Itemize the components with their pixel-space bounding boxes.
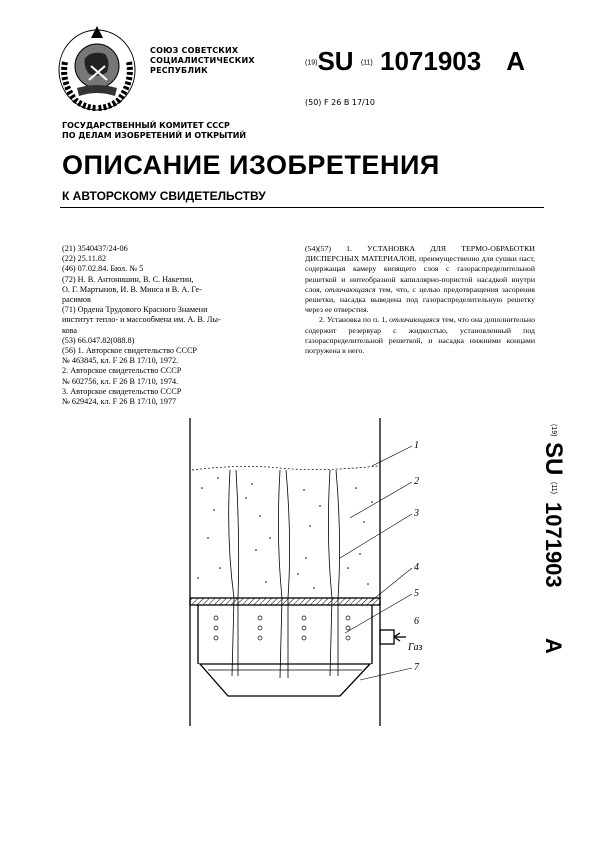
nozzle-bundle-1 <box>229 470 234 676</box>
document-subtitle: К АВТОРСКОМУ СВИДЕТЕЛЬСТВУ <box>62 189 266 203</box>
ussr-emblem-icon <box>55 22 139 112</box>
figure-label-2: 2 <box>414 476 419 487</box>
biblio-line: № 602756, кл. F 26 B 17/10, 1974. <box>62 376 179 386</box>
country-line: РЕСПУБЛИК <box>150 66 208 75</box>
biblio-line: 2. Авторское свидетельство СССР <box>62 366 182 376</box>
claims-abstract <box>305 244 535 356</box>
claim-1 <box>305 244 535 315</box>
biblio-line: кова <box>62 325 78 335</box>
biblio-line: (21) 3540437/24-06 <box>62 244 128 253</box>
figure-label-6: 6 <box>414 616 419 627</box>
code-11: (11) <box>360 59 373 67</box>
document-title: ОПИСАНИЕ ИЗОБРЕТЕНИЯ <box>62 150 440 180</box>
figure-label-5: 5 <box>414 588 419 599</box>
committee-line: ПО ДЕЛАМ ИЗОБРЕТЕНИЙ И ОТКРЫТИЙ <box>62 131 247 140</box>
biblio-line: № 463845, кл. F 26 B 17/10, 1972. <box>62 356 179 366</box>
biblio-line: (56) 1. Авторское свидетельство СССР <box>62 346 197 356</box>
nozzle-bundle-3 <box>328 470 332 676</box>
biblio-line: расимов <box>62 295 91 305</box>
nozzle-bundle-2 <box>278 470 282 678</box>
claim-1-distinguishing: отличающаяся <box>324 284 376 294</box>
vert-code-11: (11) <box>550 482 557 494</box>
committee-line: ГОСУДАРСТВЕННЫЙ КОМИТЕТ СССР <box>62 121 230 130</box>
ipc-value: F 26 B 17/10 <box>323 98 375 107</box>
header-divider <box>60 207 544 208</box>
particle-stipple <box>197 477 373 589</box>
gas-inlet-pipe <box>380 630 394 644</box>
leader-2 <box>350 482 412 518</box>
gas-label: Газ <box>408 642 423 653</box>
patent-number: 1071903 <box>379 46 482 76</box>
biblio-line: институт тепло- и массообмена им. А. В. Лы- <box>62 315 221 325</box>
country-name <box>150 46 255 76</box>
biblio-line: (71) Ордена Трудового Красного Знамени <box>62 305 208 315</box>
vert-country-code: SU <box>540 442 567 476</box>
biblio-line: (46) 07.02.84. Бюл. № 5 <box>62 264 144 274</box>
patent-number-header <box>305 46 525 77</box>
code-19: (19) <box>305 59 318 67</box>
leader-7 <box>360 668 412 680</box>
claim-2 <box>305 315 535 356</box>
nozzle-holes <box>214 616 350 640</box>
figure-label-3: 3 <box>414 508 419 519</box>
biblio-line: (53) 66.047.82(088.8) <box>62 335 135 345</box>
leader-4 <box>370 568 412 602</box>
claim-1-text-end: тем, что, с целью предотвращения засорения решетки, насадка выведена под газораспределительную решетку через ее отверстия. <box>305 284 535 315</box>
vert-kind-code: A <box>541 638 566 654</box>
kind-code: A <box>506 46 526 76</box>
biblio-line: О. Г. Мартынов, И. В. Минса и В. А. Ге- <box>62 284 202 294</box>
ipc-code-label: (50) <box>305 98 322 107</box>
vertical-patent-number <box>522 420 572 670</box>
ipc-classification <box>305 98 375 107</box>
vert-patent-number: 1071903 <box>541 502 566 588</box>
liquid-reservoir <box>200 664 370 696</box>
country-line: СОЮЗ СОВЕТСКИХ <box>150 46 239 55</box>
nozzle-bundle-2b <box>286 470 290 678</box>
claim-2-distinguishing: отличающаяся <box>389 315 440 325</box>
vert-code-19: (19) <box>550 424 557 437</box>
biblio-line: (72) Н. В. Антонишин, В. С. Накетин, <box>62 274 194 284</box>
country-code: SU <box>317 46 354 76</box>
claim-1-text: (54)(57) 1. УСТАНОВКА ДЛЯ ТЕРМО-ОБРАБОТКИ ДИСПЕРСНЫХ МАТЕРИАЛОВ, преимущественно для сушки паст, содержащая камеру кипящего слоя с газораспределительной решеткой и нитеобразной капиллярно-пористой насадкой внутри слоя, <box>305 244 535 294</box>
nozzle-bundle-3b <box>336 470 340 676</box>
nozzle-bundle-1b <box>236 470 239 676</box>
leader-1 <box>372 446 412 466</box>
apparatus-drawing <box>180 418 440 736</box>
figure-label-4: 4 <box>414 562 419 573</box>
gas-distribution-grid <box>190 598 380 605</box>
claim-2-text: 2. Установка по п. 1, <box>319 315 388 325</box>
country-line: СОЦИАЛИСТИЧЕСКИХ <box>150 56 255 65</box>
figure-label-1: 1 <box>414 440 419 451</box>
biblio-line: (22) 25.11.82 <box>62 254 107 264</box>
bibliographic-data <box>62 244 288 407</box>
leader-3 <box>340 514 412 558</box>
biblio-line: № 629424, кл. F 26 B 17/10, 1977 <box>62 397 177 407</box>
figure-label-7: 7 <box>414 662 419 673</box>
bed-surface <box>192 466 378 470</box>
biblio-line: 3. Авторское свидетельство СССР <box>62 386 182 396</box>
committee-name <box>62 121 246 141</box>
claim-2-text-end: тем, что она дополнительно содержит резервуар с жидкостью, установленный под газораспределительной решеткой, и насадка нижними концами погружена в него. <box>305 315 535 356</box>
